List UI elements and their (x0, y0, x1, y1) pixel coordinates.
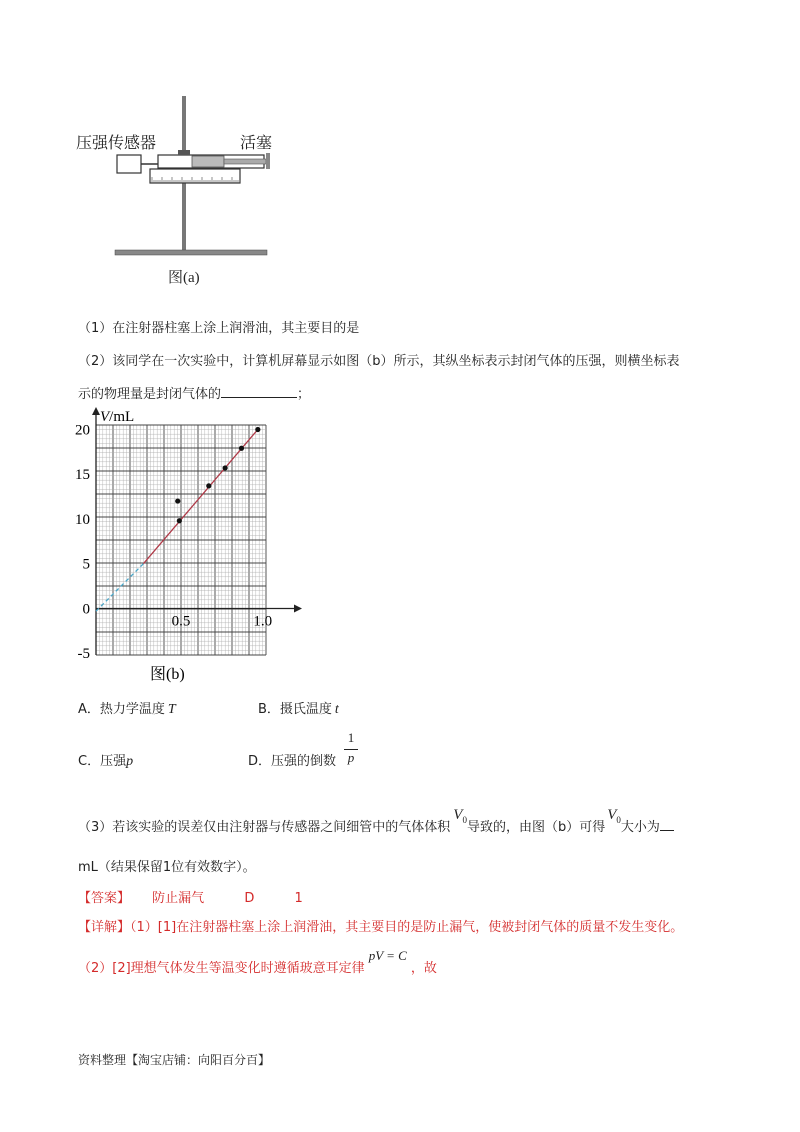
y-tick-label: 15 (75, 467, 90, 484)
answer-line (78, 889, 303, 909)
y-tick-label: 0 (82, 601, 90, 618)
question-2-end: ； (297, 387, 311, 402)
figure-b-caption: 图(b) (150, 666, 185, 683)
data-point (223, 465, 228, 470)
answer-blank-3[interactable] (660, 816, 674, 831)
data-point (175, 498, 180, 503)
formula: pV = C (368, 948, 407, 963)
x-tick-label: 1.0 (253, 613, 273, 630)
option-c-label: C．压强 (78, 754, 127, 769)
y-tick-label: 20 (75, 422, 90, 439)
option-b[interactable] (258, 700, 339, 720)
footer-source: 资料整理【淘宝店铺：向阳百分百】 (78, 1053, 271, 1067)
v0-symbol: $V_0$ (453, 807, 467, 825)
y-axis-arrow (92, 407, 100, 415)
detail-text-3: ，故 (410, 961, 437, 976)
question-2-line2 (78, 383, 310, 405)
question-1: （1）在注射器柱塞上涂上润滑油，其主要目的是 (78, 321, 360, 336)
question-3-line1 (78, 807, 674, 842)
answer-1: 防止漏气 (152, 891, 205, 906)
data-point (177, 518, 182, 523)
apparatus-diagram (70, 92, 290, 292)
option-d-fraction (344, 730, 358, 766)
data-point (239, 446, 244, 451)
option-d[interactable] (248, 752, 336, 772)
data-point (255, 427, 260, 432)
detail-line2 (78, 948, 437, 979)
detail-text-2: （2）[2]理想气体发生等温变化时遵循玻意耳定律 (78, 961, 365, 976)
x-axis-arrow (294, 604, 302, 612)
fraction-numerator: 1 (347, 730, 355, 745)
q3-text-3: 大小为 (620, 820, 660, 835)
detail-line1 (78, 918, 683, 938)
x-tick-label: 0.5 (171, 613, 191, 630)
answer-3: 1 (294, 891, 303, 906)
option-c-var: p (126, 754, 134, 769)
data-point (206, 483, 211, 488)
option-a-label: A．热力学温度 (78, 702, 165, 717)
q3-text-2: 导致的，由图（b）可得 (466, 820, 606, 835)
option-a-var: T (167, 702, 176, 717)
figure-a-caption: 图(a) (168, 270, 200, 286)
answer-blank[interactable] (221, 383, 297, 398)
y-axis-label: V/mL (100, 409, 135, 425)
volume-chart (70, 405, 310, 685)
y-tick-label: 10 (75, 511, 90, 528)
option-b-var: t (334, 702, 339, 717)
answer-2: D (244, 891, 255, 906)
sensor-label: 压强传感器 (76, 135, 157, 152)
fraction-denominator: p (347, 750, 355, 765)
figure-b (70, 405, 310, 685)
option-b-label: B．摄氏温度 (258, 702, 332, 717)
figure-a (70, 92, 290, 292)
v0-symbol-2: $V_0$ (607, 807, 621, 825)
piston (192, 156, 224, 167)
piston-label: 活塞 (240, 135, 273, 152)
scale-ruler (150, 169, 240, 183)
detail-tag: 【详解】 (78, 920, 131, 935)
option-d-label: D．压强的倒数 (248, 754, 337, 769)
q3-text-1: （3）若该实验的误差仅由注射器与传感器之间细管中的气体体积 (78, 820, 451, 835)
y-tick-label: -5 (77, 646, 90, 663)
question-2-line1: （2）该同学在一次实验中，计算机屏幕显示如图（b）所示，其纵坐标表示封闭气体的压强，则横坐标表 (78, 354, 680, 369)
stand-base (115, 250, 267, 255)
option-c[interactable] (78, 752, 133, 772)
detail-text-1: （1）[1]在注射器柱塞上涂上润滑油，其主要目的是防止漏气，使被封闭气体的质量不发生变化。 (130, 920, 684, 935)
sensor-box (117, 155, 141, 173)
y-tick-label: 5 (82, 556, 90, 573)
option-a[interactable] (78, 700, 176, 720)
answer-tag: 【答案】 (78, 891, 131, 906)
question-3-line2: mL（结果保留1位有效数字）。 (78, 860, 256, 875)
question-2-text: 示的物理量是封闭气体的 (78, 387, 222, 402)
